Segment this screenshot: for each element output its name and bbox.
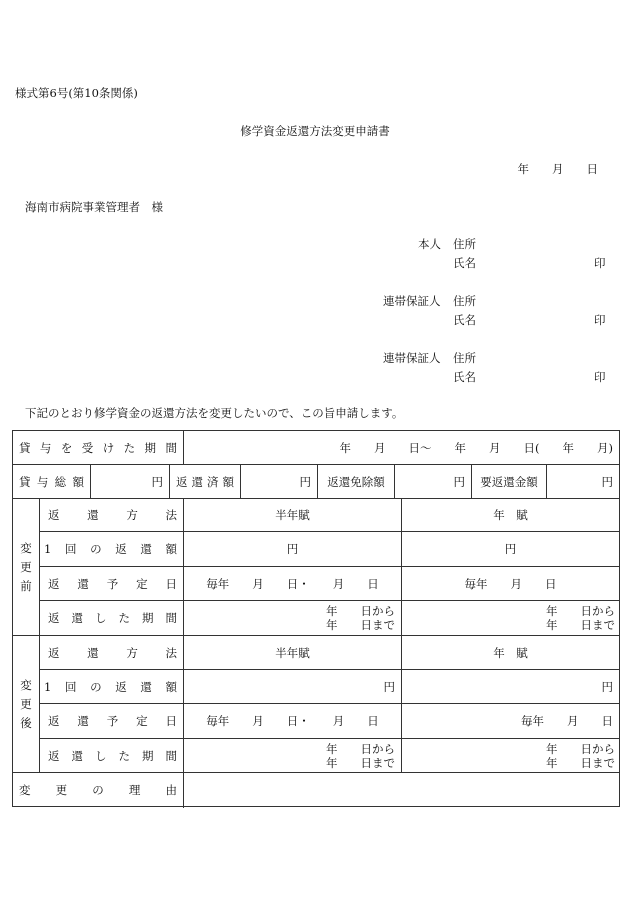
after-period-annual[interactable] bbox=[402, 739, 615, 772]
guarantor1-role: 連帯保証人 bbox=[383, 294, 441, 308]
repaid-amount-value[interactable]: 円 bbox=[299, 474, 311, 489]
after-amount-annual[interactable]: 円 bbox=[601, 679, 613, 694]
guarantor1-address-label: 住所 bbox=[453, 294, 476, 308]
before-period-label: 返 還 し た 期 間 bbox=[48, 611, 177, 625]
after-change-label: 変 更 後 bbox=[20, 677, 32, 730]
before-period-semiannual-from: 年 日から bbox=[326, 604, 395, 618]
before-amount-label: 1 回 の 返 還 額 bbox=[44, 542, 177, 556]
after-period-label: 返 還 し た 期 間 bbox=[48, 748, 177, 763]
after-amount-label: 1 回 の 返 還 額 bbox=[44, 679, 177, 694]
guarantor2-name-label: 氏名 bbox=[453, 370, 476, 384]
before-method-annual[interactable]: 年 賦 bbox=[493, 508, 528, 522]
before-schedule-label: 返 還 予 定 日 bbox=[48, 576, 177, 591]
after-period-semiannual-to: 年 日まで bbox=[326, 755, 395, 770]
after-method-semiannual[interactable]: 半年賦 bbox=[275, 645, 310, 660]
guarantor2-seal: 印 bbox=[594, 370, 606, 384]
before-period-semiannual[interactable] bbox=[184, 601, 395, 635]
before-amount-annual[interactable]: 円 bbox=[504, 542, 517, 556]
required-amount-label: 要返還金額 bbox=[480, 474, 538, 489]
before-method-semiannual[interactable]: 半年賦 bbox=[275, 508, 310, 522]
after-schedule-annual[interactable]: 毎年 月 日 bbox=[521, 714, 613, 728]
applicant-name-label: 氏名 bbox=[453, 256, 476, 270]
after-period-semiannual[interactable] bbox=[184, 739, 395, 772]
guarantor1-name-label: 氏名 bbox=[453, 313, 476, 327]
before-amount-semiannual[interactable]: 円 bbox=[286, 542, 299, 556]
after-method-annual[interactable]: 年 賦 bbox=[493, 645, 528, 660]
exempt-amount-value[interactable]: 円 bbox=[453, 474, 465, 489]
total-amount-value[interactable]: 円 bbox=[151, 474, 163, 489]
application-table bbox=[12, 430, 620, 807]
required-amount-value[interactable]: 円 bbox=[601, 474, 613, 489]
before-schedule-semiannual[interactable]: 毎年 月 日・ 月 日 bbox=[206, 576, 379, 591]
applicant-address-label: 住所 bbox=[453, 237, 476, 251]
applicant-role: 本人 bbox=[418, 237, 441, 251]
total-amount-label: 貸 与 総 額 bbox=[19, 474, 84, 489]
reason-label: 変 更 の 理 由 bbox=[19, 783, 177, 797]
before-schedule-annual[interactable]: 毎年 月 日 bbox=[464, 576, 557, 591]
before-period-annual[interactable] bbox=[402, 601, 615, 635]
after-amount-semiannual[interactable]: 円 bbox=[383, 679, 395, 694]
applicant-seal: 印 bbox=[594, 256, 606, 270]
intro-text: 下記のとおり修学資金の返還方法を変更したいので、この旨申請します。 bbox=[25, 406, 404, 420]
after-period-annual-to: 年 日まで bbox=[546, 755, 615, 770]
addressee: 海南市病院事業管理者 様 bbox=[25, 200, 163, 214]
before-method-label: 返 還 方 法 bbox=[48, 508, 177, 522]
before-period-annual-from: 年 日から bbox=[546, 604, 615, 618]
after-schedule-label: 返 還 予 定 日 bbox=[48, 714, 177, 728]
form-number: 様式第6号(第10条関係) bbox=[15, 86, 138, 100]
loan-period-label: 貸 与 を 受 け た 期 間 bbox=[19, 440, 177, 455]
before-period-annual-to: 年 日まで bbox=[546, 618, 615, 632]
after-period-semiannual-from: 年 日から bbox=[326, 741, 395, 756]
exempt-amount-label: 返還免除額 bbox=[327, 474, 385, 489]
loan-period-value[interactable]: 年 月 日～ 年 月 日( 年 月) bbox=[339, 440, 613, 455]
reason-field[interactable] bbox=[184, 773, 619, 807]
guarantor1-seal: 印 bbox=[594, 313, 606, 327]
page-title: 修学資金返還方法変更申請書 bbox=[240, 124, 390, 138]
date-line: 年 月 日 bbox=[517, 162, 598, 176]
guarantor2-address-label: 住所 bbox=[453, 351, 476, 365]
before-change-label: 変 更 前 bbox=[20, 540, 32, 593]
after-method-label: 返 還 方 法 bbox=[48, 645, 177, 660]
before-period-semiannual-to: 年 日まで bbox=[326, 618, 395, 632]
repaid-amount-label: 返 還 済 額 bbox=[176, 474, 234, 489]
guarantor2-role: 連帯保証人 bbox=[383, 351, 441, 365]
after-schedule-semiannual[interactable]: 毎年 月 日・ 月 日 bbox=[206, 714, 379, 728]
after-period-annual-from: 年 日から bbox=[546, 741, 615, 756]
